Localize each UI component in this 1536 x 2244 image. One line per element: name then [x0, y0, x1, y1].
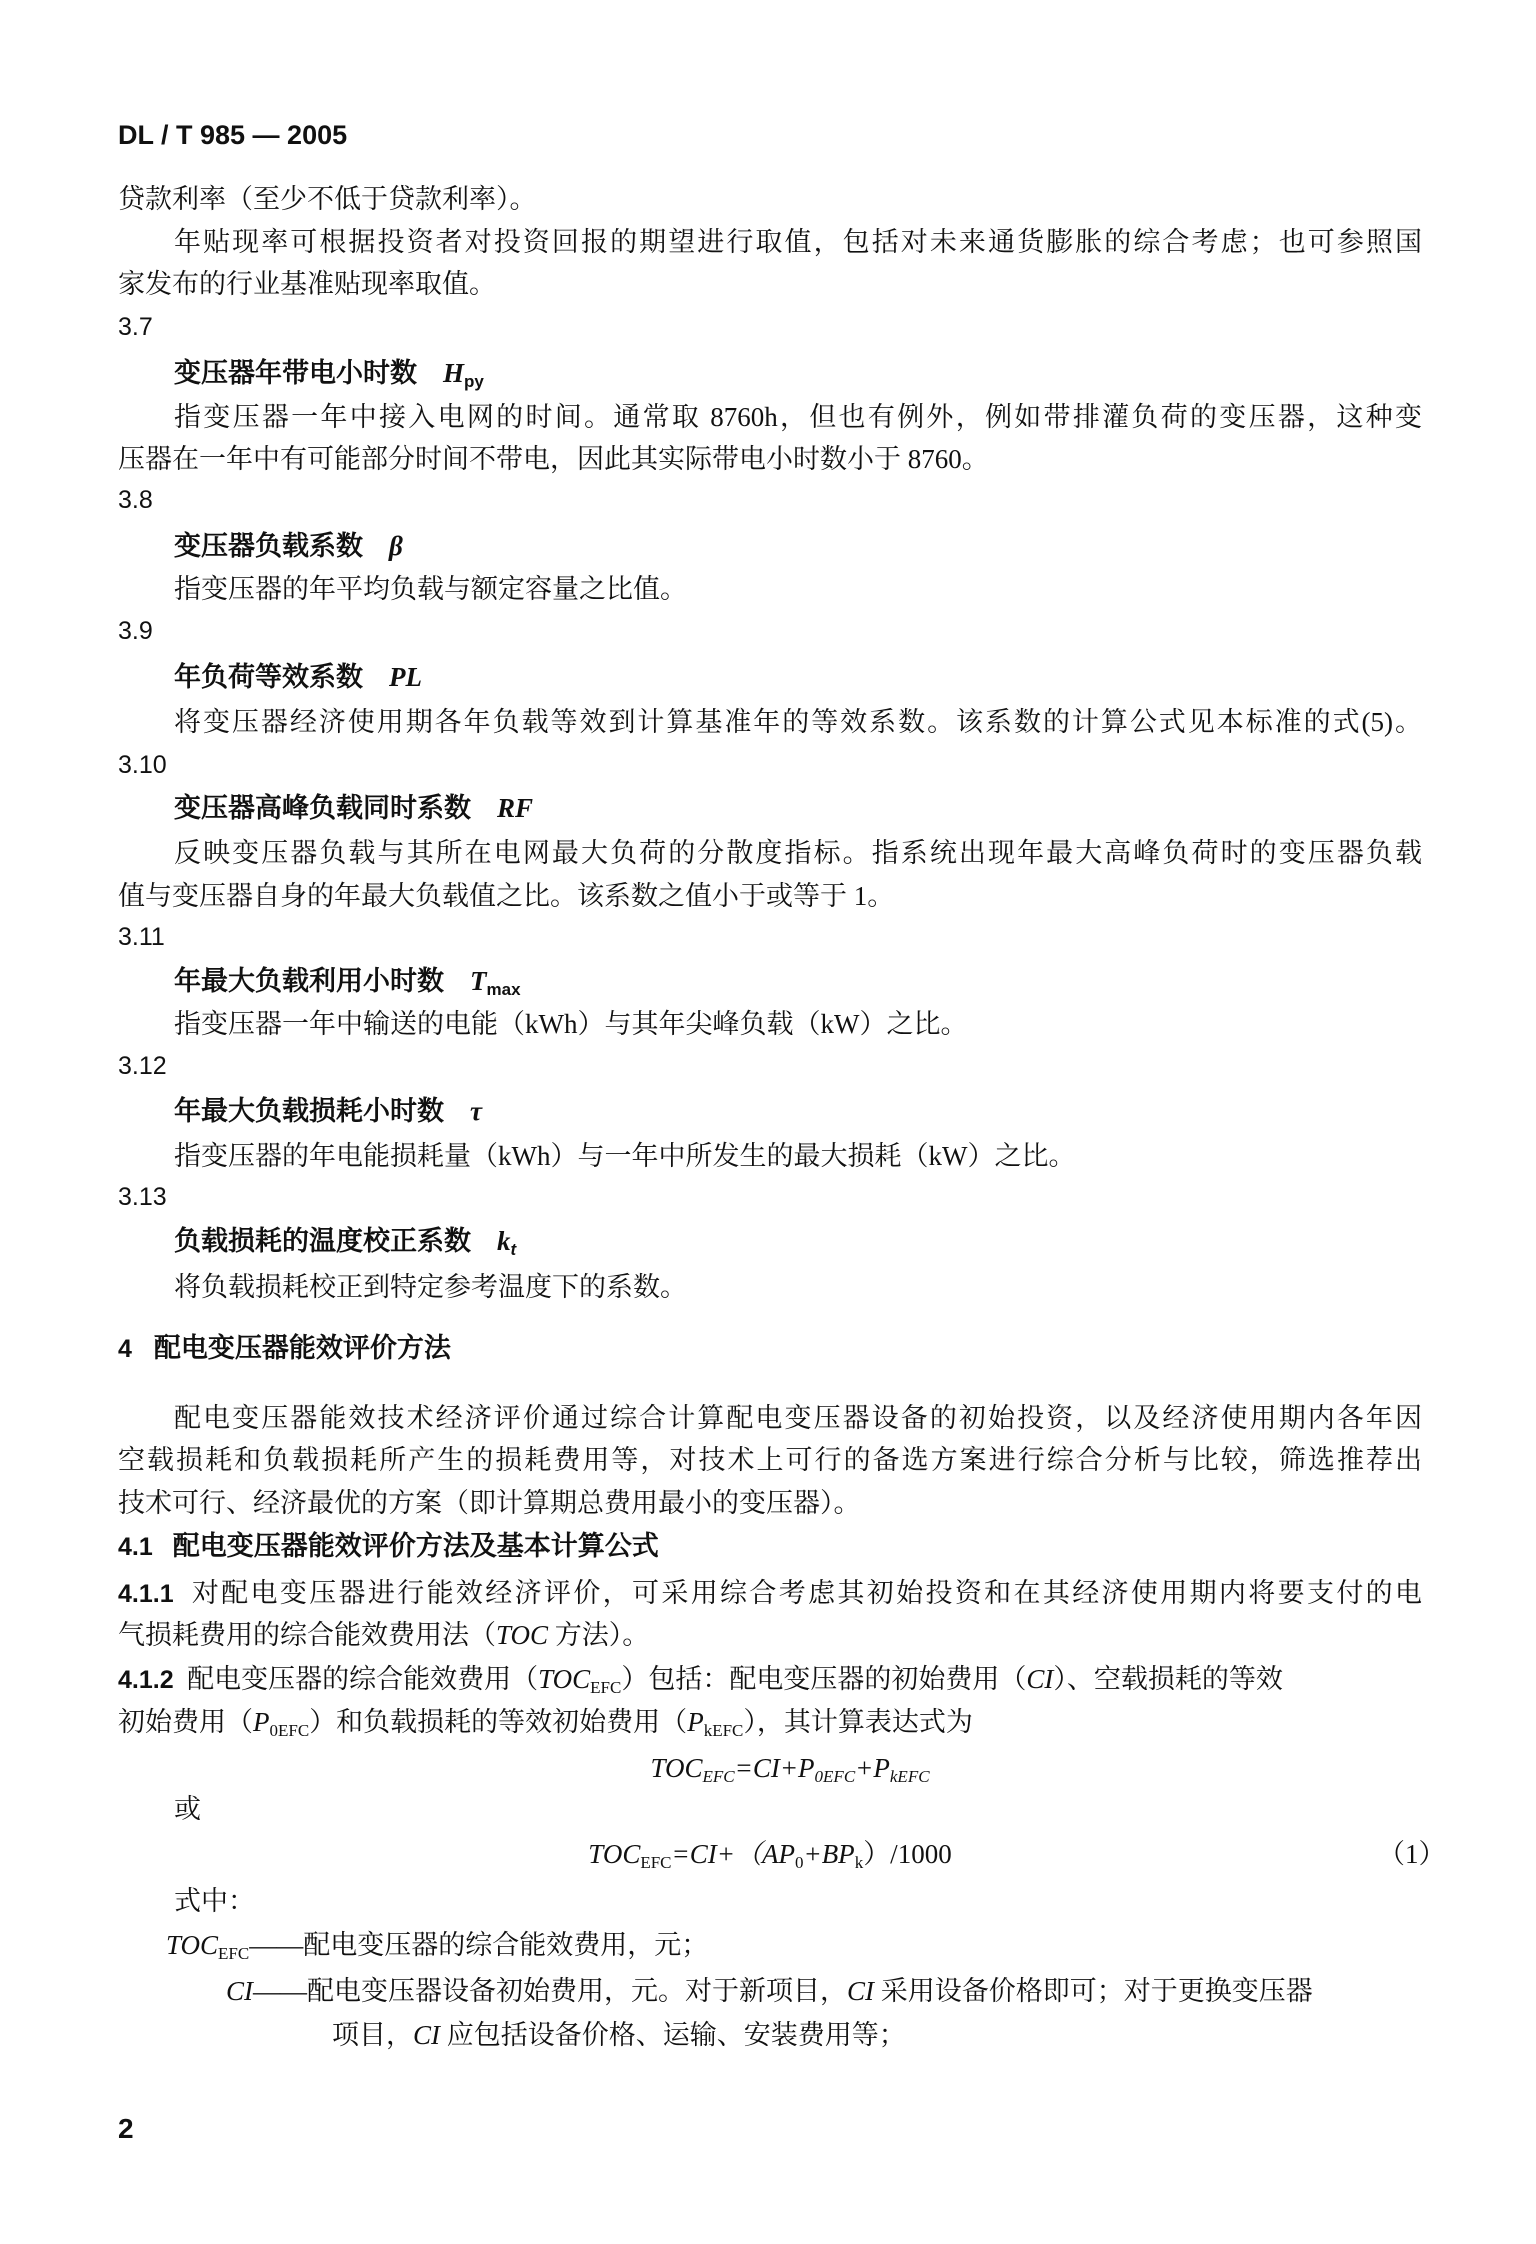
- definition-ci: CI——配电变压器设备初始费用，元。对于新项目，CI 采用设备价格即可；对于更换变压器: [226, 1976, 1313, 2006]
- term-description: 将变压器经济使用期各年负载等效到计算基准年的等效系数。该系数的计算公式见本标准的式(5)。: [174, 707, 1422, 737]
- term-title: 年最大负载利用小时数 $T_{max}$: [174, 966, 521, 999]
- standard-code-header: DL / T 985 — 2005: [118, 120, 348, 150]
- paragraph-line: 配电变压器能效技术经济评价通过综合计算配电变压器设备的初始投资，以及经济使用期内各年因: [174, 1403, 1422, 1433]
- term-title: 年负荷等效系数 PL: [174, 662, 422, 692]
- clause-number: 3.11: [118, 923, 165, 951]
- clause-4-1-1-cont: 气损耗费用的综合能效费用法（TOC 方法）。: [118, 1620, 650, 1650]
- clause-4-1-2: 4.1.2 配电变压器的综合能效费用$(TOC_{EFC})$包括：配电变压器的初始费用（CI）、空载损耗的等效: [118, 1664, 1283, 1697]
- paragraph-line: 家发布的行业基准贴现率取值。: [118, 269, 496, 299]
- term-description: 指变压器的年电能损耗量（kWh）与一年中所发生的最大损耗（kW）之比。: [174, 1141, 1076, 1171]
- equation-number: （1）: [1378, 1839, 1446, 1869]
- formula-1: $TOC_{EFC}=CI+(AP_0+BP_k)/1000$: [588, 1839, 952, 1872]
- term-description: 反映变压器负载与其所在电网最大负荷的分散度指标。指系统出现年最大高峰负荷时的变压器负载: [174, 838, 1422, 868]
- section-heading: 4 配电变压器能效评价方法: [118, 1333, 451, 1363]
- paragraph-line: 年贴现率可根据投资者对投资回报的期望进行取值，包括对未来通货膨胀的综合考虑；也可参照国: [174, 227, 1422, 257]
- term-description: 指变压器一年中接入电网的时间。通常取 8760h，但也有例外，例如带排灌负荷的变压器，这种变: [174, 402, 1422, 432]
- term-title: 变压器高峰负载同时系数 RF: [174, 793, 534, 823]
- paragraph-line: 贷款利率（至少不低于贷款利率）。: [118, 184, 537, 214]
- paragraph-line: 空载损耗和负载损耗所产生的损耗费用等，对技术上可行的备选方案进行综合分析与比较，筛选推荐出: [118, 1445, 1422, 1475]
- clause-number: 3.9: [118, 617, 153, 645]
- clause-number: 3.7: [118, 313, 153, 341]
- subsection-heading: 4.1 配电变压器能效评价方法及基本计算公式: [118, 1531, 659, 1561]
- clause-number: 3.10: [118, 751, 167, 779]
- definition-toc: $TOC_{EFC}——$配电变压器的综合能效费用，元；: [166, 1930, 709, 1963]
- definition-ci-cont: 项目，CI 应包括设备价格、运输、安装费用等；: [332, 2020, 906, 2050]
- term-title: 变压器年带电小时数 $H_{py}$: [174, 358, 484, 391]
- term-title: 变压器负载系数 β: [174, 531, 403, 561]
- clause-number: 3.12: [118, 1052, 167, 1080]
- clause-number: 3.8: [118, 486, 153, 514]
- term-title: 年最大负载损耗小时数 τ: [174, 1096, 482, 1126]
- term-title: 负载损耗的温度校正系数 $k_t$: [174, 1226, 517, 1259]
- term-description: 指变压器一年中输送的电能（kWh）与其年尖峰负载（kW）之比。: [174, 1009, 968, 1039]
- term-description: 压器在一年中有可能部分时间不带电，因此其实际带电小时数小于 8760。: [118, 444, 989, 474]
- where-label: 式中：: [174, 1886, 255, 1916]
- page-number: 2: [118, 2113, 134, 2144]
- clause-number: 3.13: [118, 1183, 167, 1211]
- term-description: 将负载损耗校正到特定参考温度下的系数。: [174, 1272, 687, 1302]
- or-label: 或: [174, 1794, 201, 1824]
- formula-toc: $TOC_{EFC}=CI+P_{0EFC}+P_{kEFC}$: [650, 1753, 930, 1786]
- paragraph-line: 技术可行、经济最优的方案（即计算期总费用最小的变压器）。: [118, 1488, 861, 1518]
- term-description: 值与变压器自身的年最大负载值之比。该系数之值小于或等于 1。: [118, 881, 895, 911]
- clause-4-1-1: 4.1.1 对配电变压器进行能效经济评价，可采用综合考虑其初始投资和在其经济使用期内将要支付的电: [118, 1578, 1423, 1608]
- clause-4-1-2-cont: 初始费用$(P_{0EFC})$和负载损耗的等效初始费用$(P_{kEFC})$，其计算表达式为: [118, 1707, 973, 1740]
- term-description: 指变压器的年平均负载与额定容量之比值。: [174, 574, 687, 604]
